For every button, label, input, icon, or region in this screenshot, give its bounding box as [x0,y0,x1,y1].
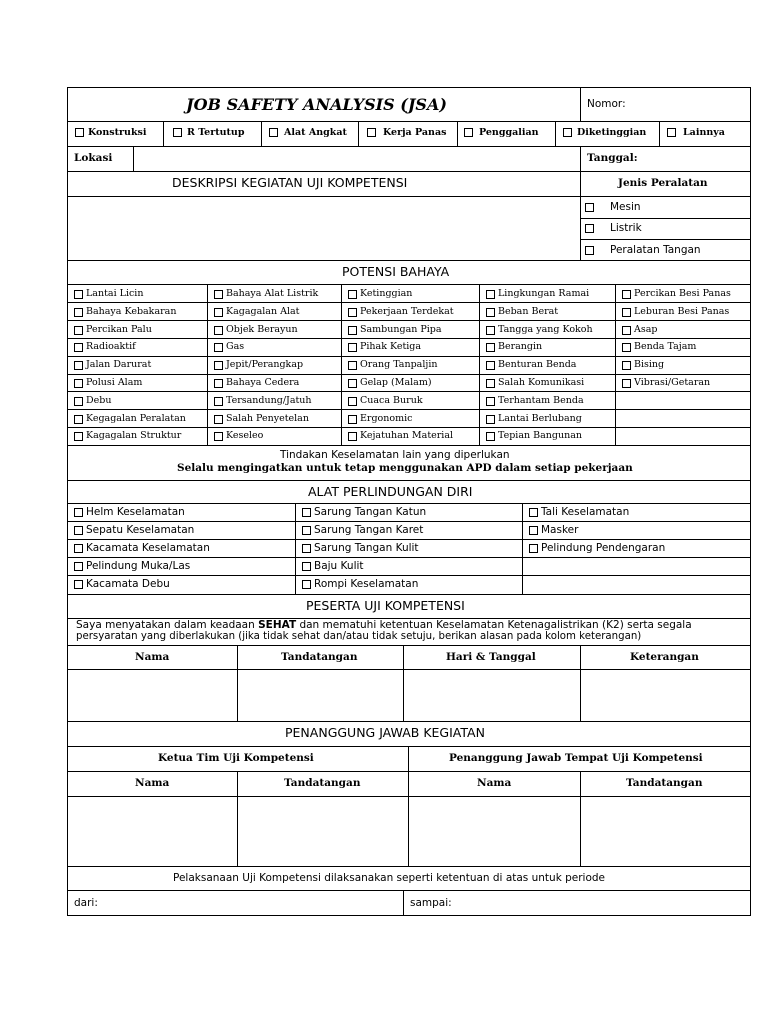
nomor-label: Nomor: [587,98,626,110]
jenis-checkbox[interactable] [585,203,594,212]
rule [408,746,409,866]
category-checkbox[interactable] [563,128,572,137]
category-checkbox[interactable] [173,128,182,137]
col-tandatangan: Tandatangan [281,651,358,663]
hazard-checkbox[interactable] [348,308,357,317]
hazard-checkbox[interactable] [214,308,223,317]
checkbox-label: Percikan Palu [86,323,152,335]
hazard-checkbox[interactable] [302,544,311,553]
checkbox-label: Kagagalan Struktur [86,430,182,442]
statement-line2: persyaratan yang diberlakukan (jika tidak sehat dan/atau tidak setuju, berikan alasan pada kolom keterangan) [76,631,642,642]
checkbox-label: Tersandung/Jatuh [226,394,312,406]
rule [67,391,751,392]
hazard-checkbox[interactable] [622,326,631,335]
checkbox-label: Kejatuhan Material [360,430,454,442]
rule [67,320,751,321]
hazard-checkbox[interactable] [302,526,311,535]
rule [67,721,751,722]
rule [67,746,751,747]
ketua-tim-heading: Ketua Tim Uji Kompetensi [158,752,314,764]
hazard-checkbox[interactable] [348,397,357,406]
left-nama: Nama [135,777,170,789]
hazard-checkbox[interactable] [302,580,311,589]
hazard-checkbox[interactable] [486,397,495,406]
rule [67,302,751,303]
hazard-checkbox[interactable] [214,290,223,299]
rule [67,87,68,916]
rule [403,645,404,721]
checkbox-label: Polusi Alam [86,377,143,388]
checkbox-label: Debu [86,394,112,406]
rule [615,284,616,445]
rule [261,121,262,146]
checkbox-label: Bahaya Kebakaran [86,305,177,317]
hazard-checkbox[interactable] [74,290,83,299]
jenis-peralatan-heading: Jenis Peralatan [618,177,708,189]
rule [67,196,751,197]
checkbox-label: Lantai Licin [86,288,144,299]
left-tandatangan: Tandatangan [284,777,361,789]
dari-label: dari: [74,897,98,909]
form-title: JOB SAFETY ANALYSIS (JSA) [186,95,447,114]
rule [67,356,751,357]
hazard-checkbox[interactable] [74,343,83,352]
rule [133,146,134,171]
rule [67,539,751,540]
hazard-checkbox[interactable] [348,290,357,299]
rule [67,87,751,88]
hazard-checkbox[interactable] [214,326,223,335]
checkbox-label: Benda Tajam [634,341,697,353]
category-checkbox[interactable] [464,128,473,137]
checkbox-label: Lingkungan Ramai [498,288,590,299]
hazard-checkbox[interactable] [74,562,83,571]
checkbox-label: Vibrasi/Getaran [634,377,711,388]
checkbox-label: Sambungan Pipa [360,323,442,335]
checkbox-label: Masker [541,524,579,536]
right-nama: Nama [477,777,512,789]
checkbox-label: Terhantam Benda [498,394,584,406]
hazard-checkbox[interactable] [348,432,357,441]
rule [67,796,751,797]
deskripsi-heading: DESKRIPSI KEGIATAN UJI KOMPETENSI [172,175,408,190]
rule [295,503,296,594]
rule [67,575,751,576]
rule [341,284,342,445]
rule [67,890,751,891]
rule [580,239,751,240]
hazard-checkbox[interactable] [74,361,83,370]
penanggung-tempat-heading: Penanggung Jawab Tempat Uji Kompetensi [449,752,703,764]
checkbox-label: Kagagalan Alat [226,305,300,317]
rule [750,87,751,916]
rule [67,771,751,772]
category-checkbox[interactable] [269,128,278,137]
rule [67,338,751,339]
rule [522,503,523,594]
rule [163,121,164,146]
hazard-checkbox[interactable] [529,508,538,517]
checkbox-label: Sarung Tangan Kulit [314,542,419,554]
rule [67,521,751,522]
hazard-checkbox[interactable] [74,379,83,388]
checkbox-label: Tali Keselamatan [541,506,630,518]
checkbox-label: Lantai Berlubang [498,412,582,424]
checkbox-label: Percikan Besi Panas [634,288,731,299]
periode-text: Pelaksanaan Uji Kompetensi dilaksanakan seperti ketentuan di atas untuk periode [173,872,606,884]
checkbox-label: Bising [634,359,665,371]
hazard-checkbox[interactable] [486,432,495,441]
checkbox-label: Salah Komunikasi [498,377,585,388]
statement-post: dan mematuhi ketentuan Keselamatan Ketenagalistrikan (K2) serta segala [296,619,692,631]
category-checkbox[interactable] [367,128,376,137]
col-keterangan: Keterangan [630,651,699,663]
rule [67,669,751,670]
checkbox-label: Benturan Benda [498,359,577,371]
lokasi-label: Lokasi [74,152,113,164]
rule [67,445,751,446]
checkbox-label: Gas [226,341,245,353]
hazard-checkbox[interactable] [74,526,83,535]
checkbox-label: Ketinggian [360,288,413,299]
rule [403,890,404,915]
checkbox-label: Objek Berayun [226,323,298,335]
checkbox-label: Bahaya Cedera [226,377,300,388]
hazard-checkbox[interactable] [214,343,223,352]
rule [67,594,751,595]
checkbox-label: Kacamata Debu [86,578,170,590]
jenis-label: Peralatan Tangan [610,244,701,256]
hazard-checkbox[interactable] [529,526,538,535]
hazard-checkbox[interactable] [486,343,495,352]
hazard-checkbox[interactable] [622,290,631,299]
checkbox-label: Beban Berat [498,305,559,317]
statement-pre: Saya menyatakan dalam keadaan [76,619,259,631]
rule [580,771,581,866]
rule [67,645,751,646]
checkbox-label: Sepatu Keselamatan [86,524,195,536]
hazard-checkbox[interactable] [74,326,83,335]
hazard-checkbox[interactable] [74,432,83,441]
hazard-checkbox[interactable] [348,326,357,335]
jenis-checkbox[interactable] [585,224,594,233]
checkbox-label: Tangga yang Kokoh [498,323,593,335]
hazard-checkbox[interactable] [74,544,83,553]
category-checkbox[interactable] [667,128,676,137]
rule [67,284,751,285]
hazard-checkbox[interactable] [486,326,495,335]
peserta-heading: PESERTA UJI KOMPETENSI [306,598,465,613]
category-label: Diketinggian [577,127,647,138]
rule [67,503,751,504]
hazard-checkbox[interactable] [302,562,311,571]
rule [580,645,581,721]
checkbox-label: Pekerjaan Terdekat [360,305,454,317]
category-label: Alat Angkat [284,127,347,138]
checkbox-label: Orang Tanpaljin [360,359,438,371]
checkbox-label: Tepian Bangunan [498,430,583,442]
checkbox-label: Jepit/Perangkap [226,359,304,371]
checkbox-label: Radioaktif [86,341,136,353]
rule [67,260,751,261]
category-label: Penggalian [479,127,539,138]
rule [67,557,751,558]
checkbox-label: Rompi Keselamatan [314,578,419,590]
hazard-checkbox[interactable] [74,508,83,517]
statement-bold: SEHAT [258,619,297,631]
jenis-label: Listrik [610,222,642,234]
jenis-checkbox[interactable] [585,246,594,255]
category-label: Konstruksi [88,127,147,138]
rule [67,480,751,481]
right-tandatangan: Tandatangan [626,777,703,789]
category-label: R Tertutup [187,127,245,138]
hazard-checkbox[interactable] [486,290,495,299]
hazard-checkbox[interactable] [622,308,631,317]
statement-line1 [76,620,692,631]
checkbox-label: Kegagalan Peralatan [86,412,186,424]
hazard-checkbox[interactable] [622,379,631,388]
checkbox-label: Helm Keselamatan [86,506,185,518]
checkbox-label: Pihak Ketiga [360,341,422,353]
hazard-checkbox[interactable] [622,343,631,352]
checkbox-label: Gelap (Malam) [360,377,432,388]
hazard-checkbox[interactable] [74,580,83,589]
hazard-checkbox[interactable] [214,361,223,370]
checkbox-label: Bahaya Alat Listrik [226,288,319,299]
category-label: Lainnya [683,127,725,138]
hazard-checkbox[interactable] [302,508,311,517]
checkbox-label: Pelindung Pendengaran [541,542,666,554]
hazard-checkbox[interactable] [74,415,83,424]
checkbox-label: Asap [634,323,658,335]
rule [67,146,751,147]
checkbox-label: Keseleo [226,430,264,442]
rule [555,121,556,146]
rule [67,915,751,916]
hazard-checkbox[interactable] [214,379,223,388]
checkbox-label: Berangin [498,341,543,353]
rule [580,87,581,121]
rule [237,645,238,721]
rule [580,146,581,260]
checkbox-label: Sarung Tangan Karet [314,524,424,536]
apd-heading: ALAT PERLINDUNGAN DIRI [308,484,473,499]
rule [67,121,751,122]
jenis-label: Mesin [610,201,641,213]
sampai-label: sampai: [410,897,452,909]
checkbox-label: Sarung Tangan Katun [314,506,427,518]
rule [67,374,751,375]
hazard-checkbox[interactable] [348,361,357,370]
hazard-checkbox[interactable] [348,343,357,352]
category-label: Kerja Panas [383,127,447,138]
rule [479,284,480,445]
rule [358,121,359,146]
hazard-checkbox[interactable] [348,379,357,388]
rule [580,218,751,219]
rule [67,171,751,172]
hazard-checkbox[interactable] [214,415,223,424]
rule [237,771,238,866]
tanggal-label: Tanggal: [587,152,638,164]
checkbox-label: Baju Kulit [314,560,364,572]
penanggung-heading: PENANGGUNG JAWAB KEGIATAN [285,725,485,740]
tindakan-line1: Tindakan Keselamatan lain yang diperlukan [280,449,510,461]
checkbox-label: Kacamata Keselamatan [86,542,210,554]
tindakan-line2: Selalu mengingatkan untuk tetap menggunakan APD dalam setiap pekerjaan [177,462,633,474]
checkbox-label: Leburan Besi Panas [634,305,730,317]
col-nama: Nama [135,651,170,663]
checkbox-label: Salah Penyetelan [226,412,309,424]
hazard-checkbox[interactable] [622,361,631,370]
potensi-heading: POTENSI BAHAYA [342,264,450,279]
checkbox-label: Cuaca Buruk [360,394,423,406]
hazard-checkbox[interactable] [74,308,83,317]
rule [207,284,208,445]
hazard-checkbox[interactable] [486,415,495,424]
rule [457,121,458,146]
rule [659,121,660,146]
category-checkbox[interactable] [75,128,84,137]
rule [67,409,751,410]
rule [67,866,751,867]
col-hari-tanggal: Hari & Tanggal [446,651,536,663]
checkbox-label: Jalan Darurat [86,359,152,371]
hazard-checkbox[interactable] [74,397,83,406]
hazard-checkbox[interactable] [486,308,495,317]
hazard-checkbox[interactable] [486,379,495,388]
hazard-checkbox[interactable] [486,361,495,370]
hazard-checkbox[interactable] [214,397,223,406]
hazard-checkbox[interactable] [348,415,357,424]
checkbox-label: Pelindung Muka/Las [86,560,191,572]
hazard-checkbox[interactable] [214,432,223,441]
rule [67,427,751,428]
hazard-checkbox[interactable] [529,544,538,553]
checkbox-label: Ergonomic [360,412,413,424]
